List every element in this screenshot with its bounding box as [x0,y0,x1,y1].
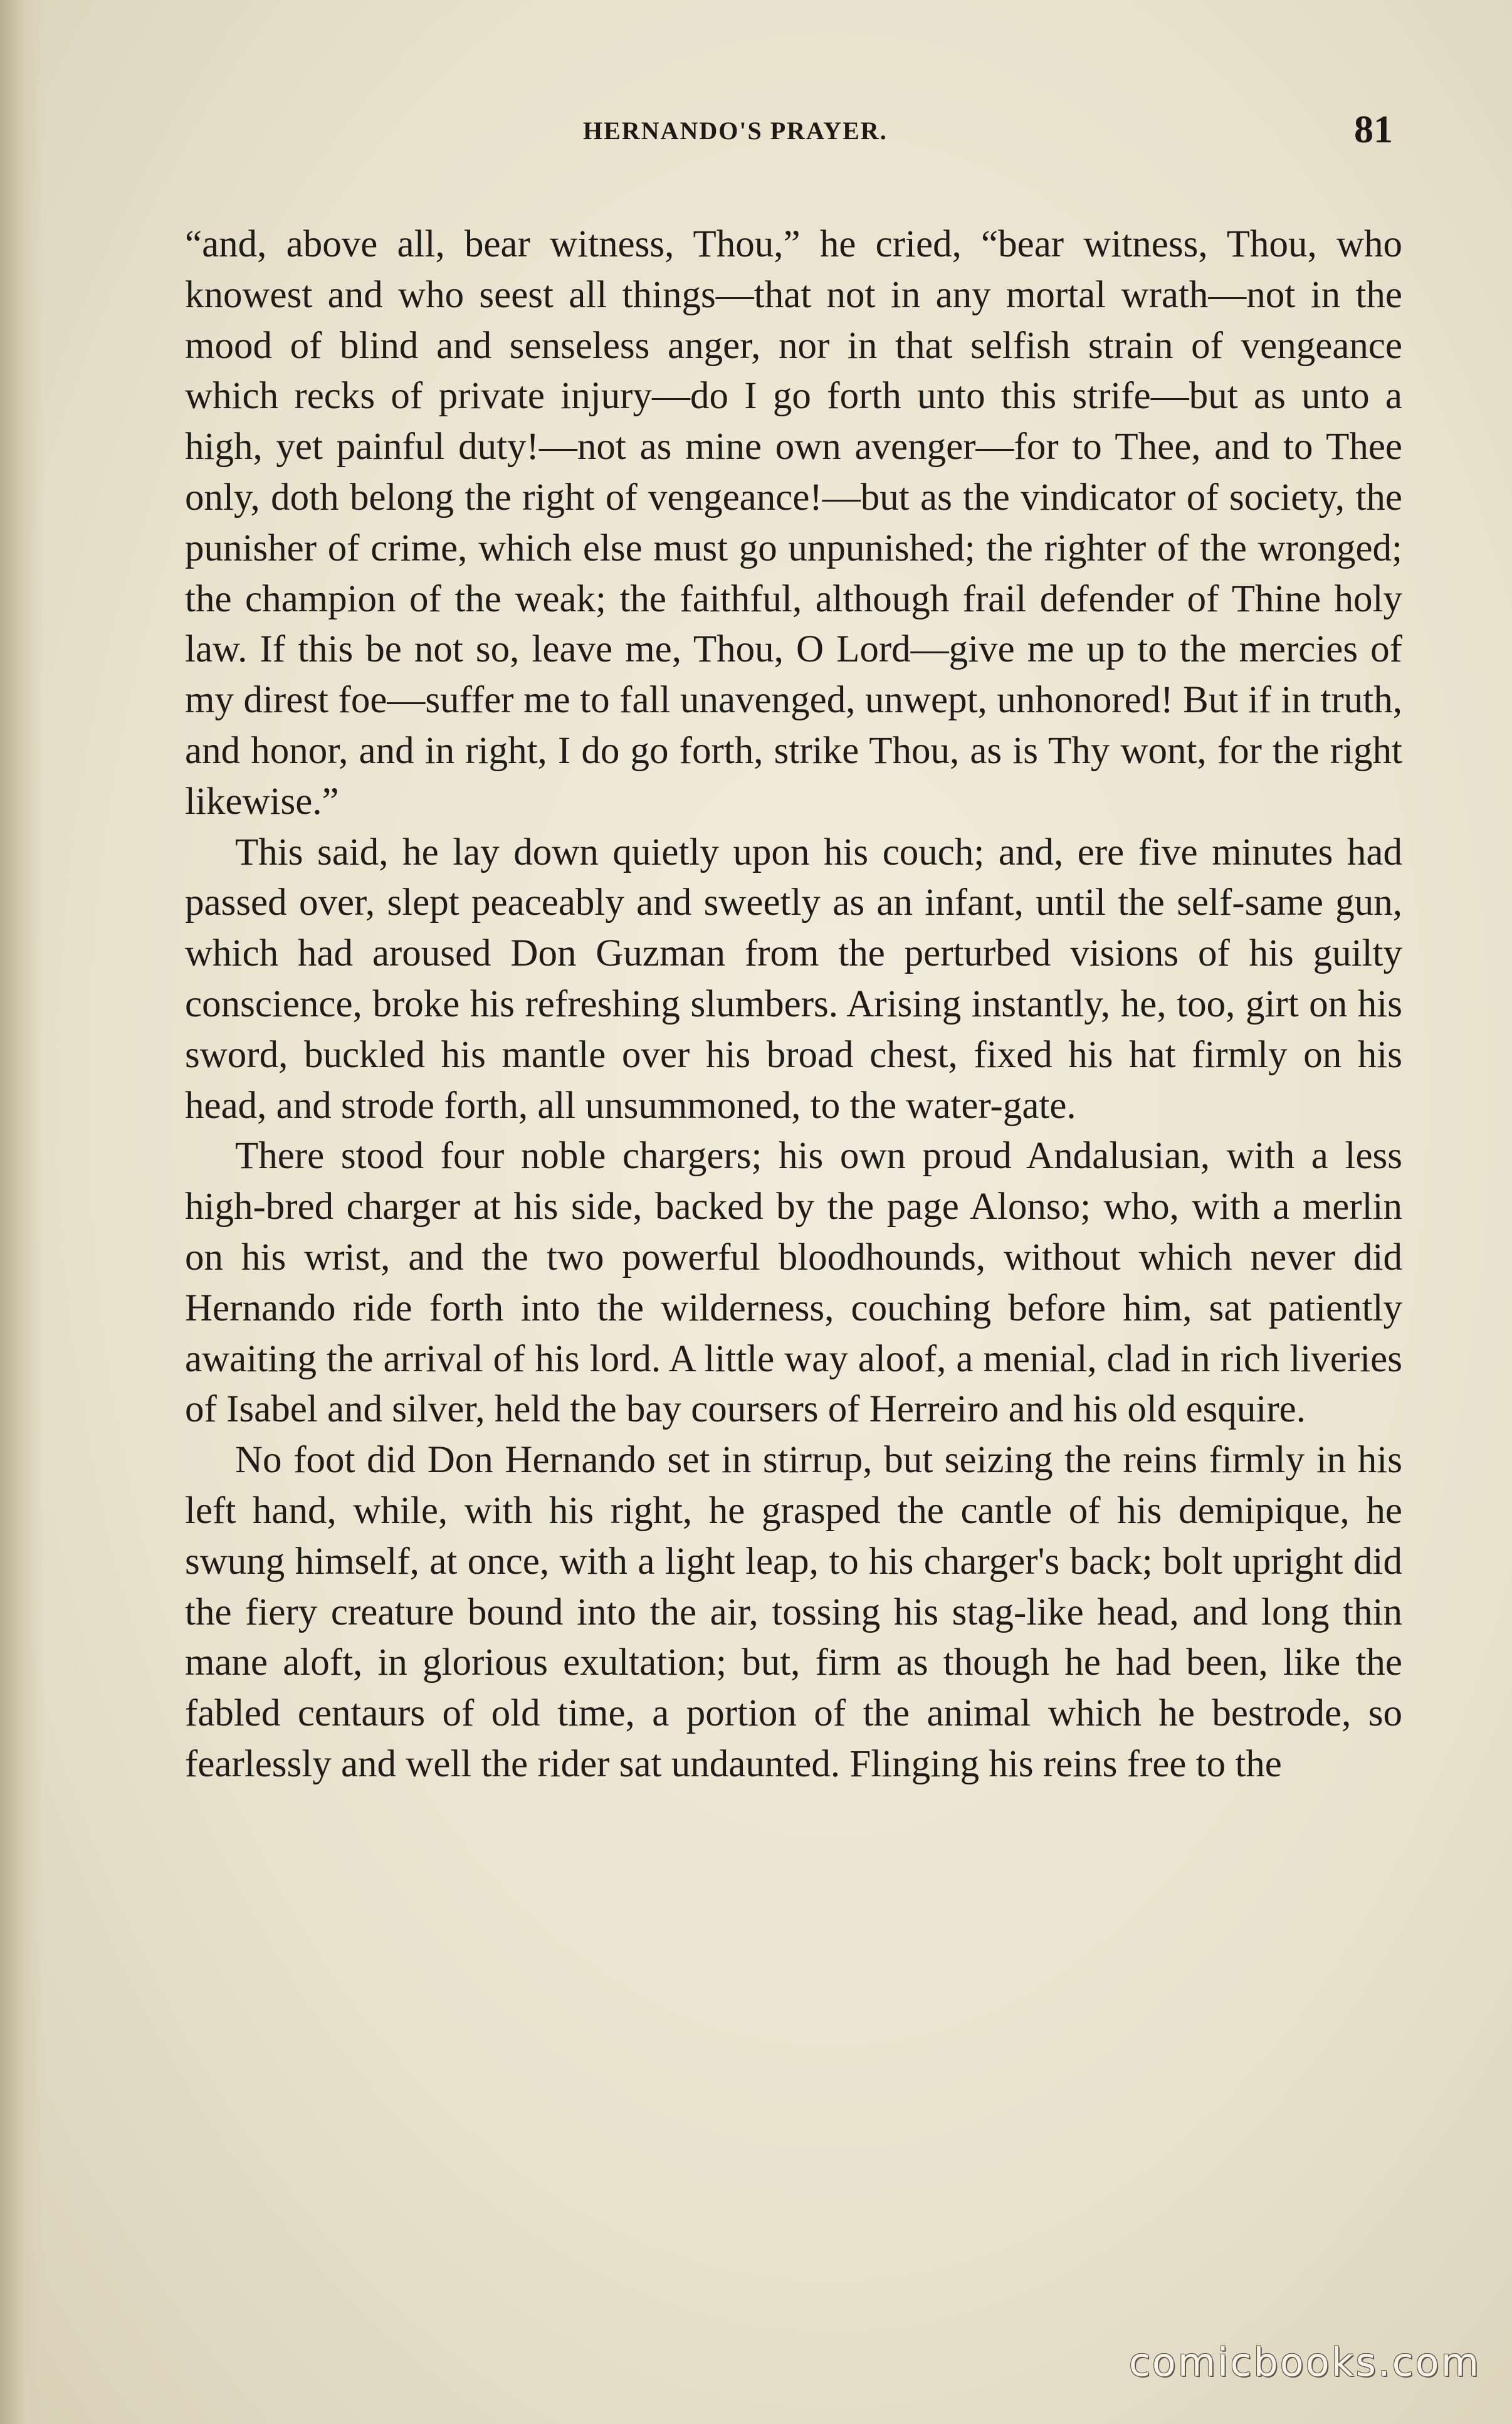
page-number: 81 [1354,108,1393,151]
body-text [185,219,1402,1790]
paragraph-3: There stood four noble chargers; his own proud Andalusian, with a less high-bred charger at his side, backed by the page Alonso; who, with a merlin on his wrist, and the two powerful bloodhounds, without which never did Hernando ride forth into the wilderness, couching before him, sat patiently awaiting the arrival of his lord. A little way aloof, a menial, clad in rich liveries of Isabel and silver, held the bay coursers of Herreiro and his old esquire. [185,1135,1402,1431]
paragraph-2: This said, he lay down quietly upon his couch; and, ere five minutes had passed over, slept peaceably and sweetly as an infant, until the self-same gun, which had aroused Don Guzman from the perturbed visions of his guilty conscience, broke his refreshing slumbers. Arising instantly, he, too, girt on his sword, buckled his mantle over his broad chest, fixed his hat firmly on his head, and strode forth, all unsummoned, to the water-gate. [185,831,1402,1127]
page-edge-shadow [0,0,44,2424]
paragraph-1: “and, above all, bear witness, Thou,” he cried, “bear witness, Thou, who knowest and who seest all things—that not in any mortal wrath—not in the mood of blind and senseless anger, nor in that selfish strain of vengeance which recks of private injury—do I go forth unto this strife—but as unto a high, yet painful duty!—not as mine own avenger—for to Thee, and to Thee only, doth belong the right of vengeance!—but as the vindicator of society, the punisher of crime, which else must go unpunished; the righter of the wronged; the champion of the weak; the faithful, although frail defender of Thine holy law. If this be not so, leave me, Thou, O Lord—give me up to the mercies of my direst foe—suffer me to fall unavenged, unwept, unhonored! But if in truth, and honor, and in right, I do go forth, strike Thou, as is Thy wont, for the right likewise.” [185,223,1402,823]
watermark-text: comicbooks.com [1128,2339,1481,2385]
running-title: HERNANDO'S PRAYER. [583,117,888,145]
paragraph-4: No foot did Don Hernando set in stirrup, but seizing the reins firmly in his left hand, while, with his right, he grasped the cantle of his demipique, he swung himself, at once, with a light leap, to his charger's back; bolt upright did the fiery creature bound into the air, tossing his stag-like head, and long thin mane aloft, in glorious exultation; but, firm as though he had been, like the fabled centaurs of old time, a portion of the animal which he bestrode, so fearlessly and well the rider sat undaunted. Flinging his reins free to the [185,1439,1402,1785]
